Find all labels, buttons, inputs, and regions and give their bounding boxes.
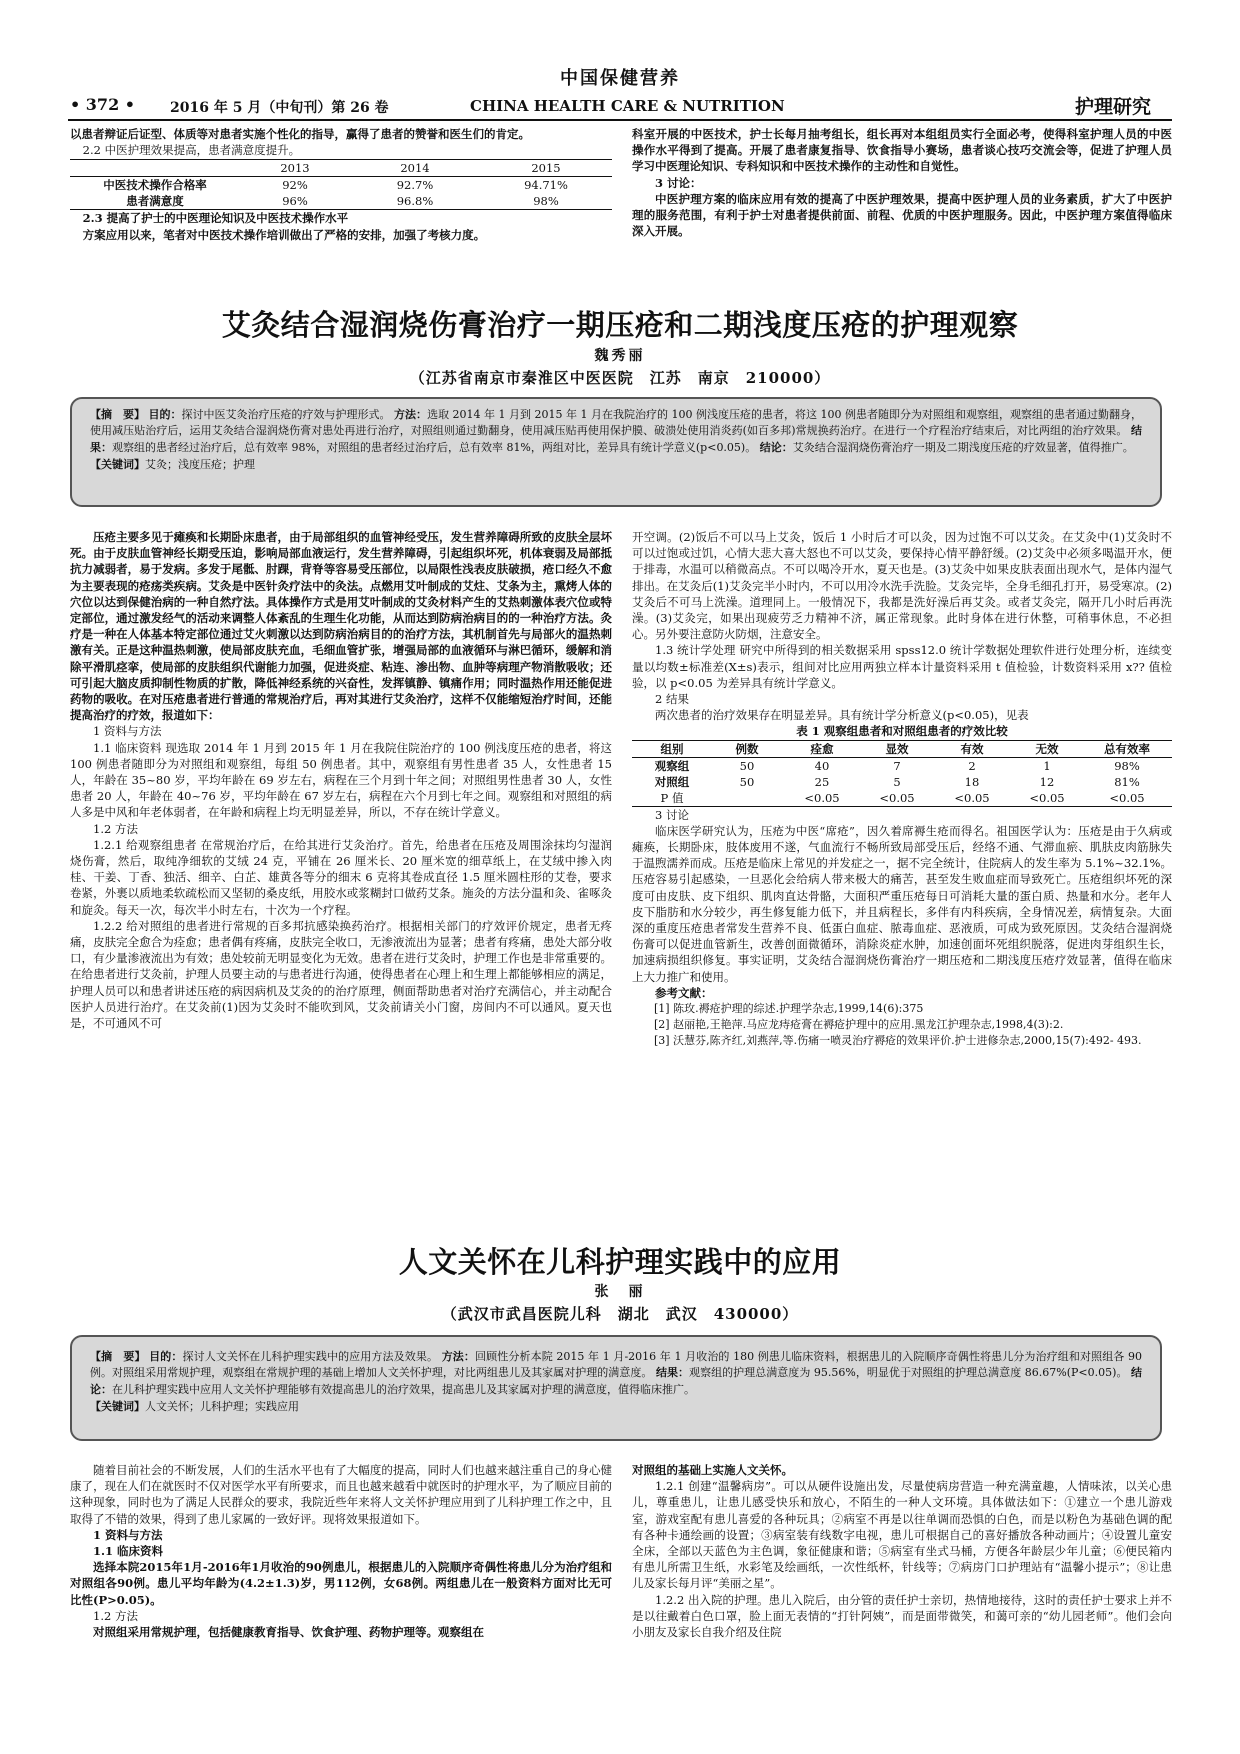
article1-results-table [632, 740, 1172, 807]
method-label: 方法： [394, 408, 428, 421]
table-cell: 5 [893, 774, 901, 789]
table-cell: 40 [814, 758, 830, 773]
prev-table-year: 2013 [280, 161, 310, 176]
article2-heading-1-2: 1.2 方法 [93, 1608, 138, 1623]
objective-label: 目的： [148, 408, 182, 421]
table-header: 痊愈 [810, 741, 834, 756]
prev-table-label: 中医技术操作合格率 [103, 178, 207, 193]
prev-table-cell: 96% [282, 194, 308, 209]
table-cell: 50 [739, 774, 755, 789]
table-cell: 1 [1043, 758, 1051, 773]
prev-heading-3: 3 讨论： [655, 175, 702, 190]
journal-title-cn: 中国保健营养 [560, 68, 680, 89]
result-text: 观察组的护理总满意度为 95.56%，明显优于对照组的护理总满意度 86.67%(P<0.05)。 [689, 1366, 1128, 1380]
table-row [632, 774, 1172, 790]
table-header: 有效 [960, 741, 984, 756]
conclusion-text: 艾灸结合湿润烧伤膏治疗一期及二期浅度压疮的疗效显著，值得推广。 [792, 440, 1134, 454]
table-cell: 观察组 [654, 758, 690, 773]
table-header: 组别 [660, 741, 684, 756]
method-text: 选取 2014 年 1 月到 2015 年 1 月在我院治疗的 100 例浅度压疮的患者，将这 100 例患者随即分为对照组和观察组，观察组的患者通过勤翻身，使用减压贴治疗后，运用艾灸结合湿润烧伤膏对患处再进行治疗，对照组则通过勤翻身，使用减压贴再使用保护膜、破溃处使用消炎药(如百多邦)常规换药治疗。在进行一个疗程治疗结束后，对比两组的治疗效果。 [90, 408, 1143, 438]
table-cell: 7 [893, 758, 901, 773]
reference-item: [3] 沃慧芬,陈齐红,刘燕萍,等.伤痛一喷灵治疗褥疮的效果评价.护士进修杂志,2000,15(7):492- 493. [654, 1034, 1142, 1048]
result-label: 结果： [90, 424, 1142, 454]
table-row [632, 757, 1172, 774]
prev-heading-2-2: 2.2 中医护理效果提高，患者满意度提升。 [82, 143, 301, 158]
references-label: 参考文献： [655, 985, 713, 1000]
article2-section-1-1: 选择本院2015年1月-2016年1月收治的90例患儿，根据患儿的入院顺序奇偶性将患儿分为治疗组和对照组各90例。患儿平均年龄为(4.2±1.3)岁，男112例，女68例。两组患儿在一般资料方面对比无可比性(P>0.05)。 [70, 1560, 612, 1607]
prev-table-year: 2014 [400, 161, 430, 176]
prev-table-cell: 94.71% [524, 178, 568, 193]
prev-table-cell: 92% [282, 178, 308, 193]
header-rule [68, 119, 1172, 121]
reference-item: [1] 陈玫.褥疮护理的综述.护理学杂志,1999,14(6):375 [654, 1002, 924, 1016]
result-label: 结果： [655, 1366, 690, 1380]
article1-heading-1: 1 资料与方法 [93, 724, 162, 739]
table-header: 显效 [885, 741, 909, 756]
table-cell: 2 [968, 758, 976, 773]
table-cell: 对照组 [654, 774, 690, 789]
article1-heading-3: 3 讨论 [655, 807, 689, 822]
result-text: 观察组的患者经过治疗后，总有效率 98%，对照组的患者经过治疗后，总有效率 81%，两组对比，差异具有统计学意义(p<0.05)。 [112, 440, 757, 454]
conclusion-label: 结论： [759, 440, 793, 454]
article2-left-column [70, 1462, 612, 1640]
article2-right-lead: 对照组的基础上实施人文关怀。 [632, 1463, 793, 1477]
prev-article-right [632, 126, 1172, 239]
table-cell: 25 [814, 774, 830, 789]
article1-abstract [90, 407, 1142, 456]
table-cell [712, 790, 782, 807]
table-cell: 81% [1114, 774, 1140, 789]
method-label: 方法： [441, 1350, 476, 1363]
table-header: 例数 [735, 741, 759, 756]
article1-affiliation: （江苏省南京市秦淮区中医医院 江苏 南京 210000） [409, 369, 831, 387]
table-cell: <0.05 [879, 790, 915, 805]
prev-table-cell: 92.7% [396, 178, 434, 193]
section-name: 护理研究 [1075, 96, 1152, 118]
article2-affiliation: （武汉市武昌医院儿科 湖北 武汉 430000） [441, 1305, 799, 1323]
method-text: 回顾性分析本院 2015 年 1 月-2016 年 1 月收治的 180 例患儿临床资料，根据患儿的入院顺序奇偶性将患儿分为治疗组和对照组各 90 例。对照组采用常规护理，观察组在常规护理的基础上增加人文关怀护理，对比两组患儿及其家属对护理的满意度。 [90, 1350, 1143, 1380]
table-header: 无效 [1035, 741, 1059, 756]
article1-title: 艾灸结合湿润烧伤膏治疗一期压疮和二期浅度压疮的护理观察 [221, 308, 1019, 342]
article1-section-1-2-2: 1.2.2 给对照组的患者进行常规的百多邦抗感染换药治疗。根据相关部门的疗效评价规定，患者无疼痛，皮肤完全愈合为痊愈；患者偶有疼痛，皮肤完全收口，无渗液流出为显著；患者有疼痛，患处大部分收口，有少量渗液流出为有效；患处较前无明显变化为无效。患者在进行艾灸时，护理工作也是非常重要的。在给患者进行艾灸前，护理人员要主动的与患者进行沟通，使得患者在心理上和生理上都能够相应的满足，护理人员可以和患者讲述压疮的病因病机及艾灸的的治疗原理，侧面帮助患者对治疗充满信心，并主动配合医护人员进行治疗。在艾灸前(1)因为艾灸时不能吹到风，艾灸前请关小门窗，房间内不可以通风。夏天也是，不可通风不可 [70, 918, 612, 1031]
prev-right-para1: 科室开展的中医技术，护士长每月抽考组长，组长再对本组组员实行全面必考，使得科室护理人员的中医操作水平得到了提高。开展了患者康复指导、饮食指导小赛场，患者谈心技巧交流会等，促进了护理人员学习中医理论知识、专科知识和中医技术操作的主动性和自觉性。 [632, 127, 1172, 174]
article2-section-1-2-2: 1.2.2 出入院的护理。患儿入院后，由分管的责任护士亲切，热情地接待，这时的责任护士要求上并不是以往戴着白色口罩，脸上面无表情的“打针阿姨”，而是面带微笑，和蔼可亲的“幼儿园老师”。他们会向小朋友及家长自我介绍及住院 [632, 1592, 1172, 1640]
table-cell: <0.05 [804, 790, 840, 805]
article1-left-column [70, 529, 612, 1031]
article2-title: 人文关怀在儿科护理实践中的应用 [398, 1245, 842, 1279]
article1-heading-2: 2 结果 [655, 692, 689, 707]
table-cell: <0.05 [1029, 790, 1065, 805]
table-cell: P 值 [660, 790, 684, 805]
abstract-label: 【摘 要】 [90, 408, 146, 421]
keywords-label: 【关键词】 [90, 1400, 145, 1414]
article1-heading-1-2: 1.2 方法 [93, 821, 138, 836]
prev-table-header [70, 160, 612, 177]
conclusion-label: 结论： [90, 1366, 1143, 1396]
article2-section-1-2: 对照组采用常规护理，包括健康教育指导、饮食护理、药物护理等。观察组在 [93, 1625, 484, 1640]
article1-right-column [632, 529, 1172, 1049]
keywords-text: 人文关怀；儿科护理；实践应用 [145, 1400, 299, 1414]
article1-section-3: 临床医学研究认为，压疮为中医“席疮”，因久着席褥生疮而得名。祖国医学认为：压疮是由于久病或瘫痪，长期卧床，肢体废用不遂，气血流行不畅所致局部受压后，经络不通、气滞血瘀、肌肤皮肉筋脉失于温煦濡养而成。压疮是临床上常见的并发症之一，据不完全统计，住院病人的发生率为 5.1%~32.1%。压疮容易引起感染，一旦恶化会给病人带来极大的痛苦，甚至发生败血症而导致死亡。压疮组织坏死的深度可由皮肤、皮下组织、肌肉直达骨骼，大面积严重压疮每日可消耗大量的蛋白质、热量和水分。老年人皮下脂肪和水分较少，再生修复能力低下，并且病程长，多伴有内科疾病，全身情况差，病情复杂。大面深的重度压疮患者常发生营养不良、低蛋白血症、脓毒血症、恶液质，可成为致死原因。艾灸结合湿润烧伤膏可以促进血管新生，改善创面微循环，消除炎症水肿，加速创面坏死组织脱落，促进肉芽组织生长，加速病损组织修复。事实证明，艾灸结合湿润烧伤膏治疗一期压疮和二期浅度压疮疗效显著，值得在临床上大力推广和使用。 [632, 823, 1172, 984]
keywords-text: 艾灸；浅度压疮；护理 [145, 458, 255, 472]
table-header-row [632, 740, 1172, 757]
article1-section-1-2-1: 1.2.1 给观察组患者 在常规治疗后，在给其进行艾灸治疗。首先，给患者在压疮及周围涂抹均匀湿润烧伤膏，然后，取纯净细软的艾绒 24 克，平铺在 26 厘米长、20 厘米宽的细草纸上，在艾绒中掺入肉桂、干姜、丁香、独活、细辛、白芷、雄黄各等分的细末 6 克将其卷成直径 1.5 厘米圆柱形的艾卷，要求卷紧，外裹以质地柔软疏松而又坚韧的桑皮纸，用胶水或浆糊封口做药艾条。施灸的方法分温和灸、雀啄灸和旋灸。每天一次，每次半小时左右，十次为一个疗程。 [70, 837, 612, 917]
references-list [632, 1001, 1172, 1049]
prev-right-para2: 中医护理方案的临床应用有效的提高了中医护理效果，提高中医护理人员的业务素质，扩大了中医护理的服务范围，有利于护士对患者提供前面、前程、优质的中医护理服务。因此，中医护理方案值得临床深入开展。 [632, 191, 1172, 239]
article2-abstract-box [70, 1335, 1162, 1441]
article1-table-caption: 表 1 观察组患者和对照组患者的疗效比较 [796, 724, 1008, 739]
article1-keywords [90, 457, 1142, 473]
article2-section-1-2-1: 1.2.1 创建“温馨病房”。可以从硬件设施出发，尽量使病房营造一种充满童趣，人情味浓，以关心患儿，尊重患儿，让患儿感受快乐和放心，不陌生的一种人文环境。具体做法如下：①建立一个患儿游戏室，游戏室配有患儿喜爱的各种玩具；②病室不再是以往单调而恐惧的白色，而是以粉色为基础色调的配有各种卡通绘画的设置；③病室装有线数字电视，患儿可根据自己的喜好播放各种动画片；④设置儿童安全床，全部以天蓝色为主色调，象征健康和谐；⑤病室有坐式马桶，方便各年龄层少年儿童；⑥便民箱内有患儿所需卫生纸，水彩笔及绘画纸，一次性纸杯，针线等；⑦病房门口护理站有“温馨小提示”；⑧让患儿及家长每月评“美丽之星”。 [632, 1479, 1172, 1591]
journal-title-en: CHINA HEALTH CARE & NUTRITION [470, 97, 785, 115]
article2-keywords [90, 1399, 1142, 1415]
article2-right-column [632, 1462, 1172, 1640]
table-cell: 18 [964, 774, 980, 789]
table-row [632, 790, 1172, 807]
conclusion-text: 在儿科护理实践中应用人文关怀护理能够有效提高患儿的治疗效果，提高患儿及其家属对护理的满意度，值得临床推广。 [112, 1382, 695, 1396]
article1-abstract-box [70, 397, 1162, 507]
article2-heading-1-1: 1.1 临床资料 [93, 1544, 164, 1559]
article1-author: 魏秀丽 [594, 348, 646, 364]
table-header: 总有效率 [1104, 741, 1150, 756]
prev-left-para2: 方案应用以来，笔者对中医技术操作培训做出了严格的安排，加强了考核力度。 [82, 227, 486, 242]
prev-table-cell: 96.8% [396, 194, 434, 209]
table-cell: <0.05 [954, 790, 990, 805]
objective-text: 探讨中医艾灸治疗压疮的疗效与护理形式。 [181, 408, 391, 421]
issue-date: 2016 年 5 月（中旬刊）第 26 卷 [170, 100, 389, 116]
prev-table-row [70, 193, 612, 210]
article1-section-1-3: 1.3 统计学处理 研究中所得到的相关数据采用 spss12.0 统计学数据处理软件进行处理分析，连续变量以均数±标准差(X±s)表示，组间对比应用两独立样本计量资料采用 t 值检验，计数资料采用 x?? 值检验，以 p<0.05 为差异具有统计学意义。 [632, 643, 1172, 690]
article2-abstract [90, 1349, 1142, 1398]
reference-item: [2] 赵丽艳,王艳萍.马应龙痔疮膏在褥疮护理中的应用.黑龙江护理杂志,1998,4(3):2. [654, 1018, 1064, 1032]
table-cell: 12 [1039, 774, 1055, 789]
page-number: • 372 • [70, 95, 135, 114]
article1-section-1-1: 1.1 临床资料 现选取 2014 年 1 月到 2015 年 1 月在我院住院治疗的 100 例浅度压疮的患者，将这 100 例患者随即分为对照组和观察组，每组 50 例患者。其中，观察组有男性患者 35 人，女性患者 15 人，年龄在 35~80 岁，平均年龄在 69 岁左右，病程在三个月到十年之间；对照组男性患者 30 人，女性患者 20 人，年龄在 40~76 岁，平均年龄在 67 岁左右，病程在六个月到七年之间。观察组和对照组的病人多是中风和年老体弱者，在年龄和病程上均无明显差异，所以，不存在统计学意义。 [70, 740, 612, 820]
article2-author: 张 丽 [594, 1284, 646, 1300]
prev-results-table [70, 159, 612, 210]
prev-article-left [70, 126, 612, 243]
table-cell: 98% [1114, 758, 1140, 773]
prev-left-para1: 以患者辩证后证型、体质等对患者实施个性化的指导，赢得了患者的赞誉和医生们的肯定。 [70, 127, 530, 141]
prev-table-row [70, 177, 612, 194]
objective-label: 目的： [149, 1350, 183, 1363]
article1-section-2: 两次患者的治疗效果存在明显差异。具有统计学分析意义(p<0.05)，见表 [655, 708, 1029, 723]
abstract-label: 【摘 要】 [90, 1350, 146, 1363]
objective-text: 探讨人文关怀在儿科护理实践中的应用方法及效果。 [182, 1350, 439, 1363]
prev-heading-2-3: 2.3 提高了护士的中医理论知识及中医技术操作水平 [82, 211, 349, 226]
prev-table-label: 患者满意度 [126, 194, 184, 209]
prev-table-cell: 98% [533, 194, 559, 209]
table-cell: 50 [739, 758, 755, 773]
keywords-label: 【关键词】 [90, 458, 145, 472]
article1-right-para1: 开空调。(2)饭后不可以马上艾灸，饭后 1 小时后才可以灸，因为过饱不可以艾灸。在艾灸中(1)艾灸时不可以过饱或过饥，心情大悲大喜大怒也不可以艾灸，要保持心情平静舒缓。(2)艾灸中必须多喝温开水，便于排毒，水温可以稍微高点。不可以喝冷开水，夏天也是。(3)艾灸中如果皮肤表面出现水气，是体内湿气排出。在艾灸后(1)艾灸完半小时内，不可以用冷水洗手洗脸。艾灸完毕，全身毛细孔打开，易受寒凉。(2)艾灸后不可马上洗澡。道理同上。一般情况下，我都是洗好澡后再艾灸。或者艾灸完，隔开几小时后再洗澡。(3)艾灸完，如果出现疲劳乏力精神不济，属正常现象。此时身体在进行休整，可稍事休息，不必担心。另外要注意防火防烟，注意安全。 [632, 530, 1172, 642]
article2-intro: 随着目前社会的不断发展，人们的生活水平也有了大幅度的提高，同时人们也越来越注重自己的身心健康了，现在人们在就医时不仅对医学水平有所要求，而且也越来越看中就医时的护理水平，为了顺应目前的这种现象，同时也为了满足人民群众的要求，我院近些年来将人文关怀护理应用到了儿科护理工作之中，且取得了不错的效果，得到了患儿家属的一致好评。现将效果报道如下。 [70, 1463, 612, 1526]
article1-intro: 压疮主要多见于瘫痪和长期卧床患者，由于局部组织的血管神经受压，发生营养障碍所致的皮肤全层坏死。由于皮肤血管神经长期受压迫，影响局部血液运行，发生营养障碍，引起组织坏死，机体衰弱及局部抵抗力减弱者，易于发病。多发于尾骶、肘踝，背脊等容易受压部位，以局限性浅表皮肤破损，疮口经久不愈为主要表现的疮疡类疾病。艾灸是中医针灸疗法中的灸法。点燃用艾叶制成的艾炷、艾条为主，熏烤人体的穴位以达到保健治病的一种自然疗法。具体操作方式是用艾叶制成的艾灸材料产生的艾热刺激体表穴位或特定部位，通过激发经气的活动来调整人体紊乱的生理生化功能，从而达到防病治病目的的一种治疗方法。灸疗是一种在人体基本特定部位通过艾火刺激以达到防病治病目的的治疗方法，其机制首先与局部火的温热刺激有关。正是这种温热刺激，使局部皮肤充血，毛细血管扩张，增强局部的血液循环与淋巴循环，缓解和消除平滑肌痉挛，使局部的皮肤组织代谢能力加强，促进炎症、粘连、渗出物、血肿等病理产物消散吸收；还可引起大脑皮质抑制性物质的扩散，降低神经系统的兴奋性，发挥镇静、镇痛作用；同时温热作用还能促进药物的吸收。在对压疮患者进行普通的常规治疗后，再对其进行艾灸治疗，这样不仅能缩短治疗时间，还能提高治疗的疗效，报道如下： [70, 530, 612, 723]
prev-table-year: 2015 [531, 161, 561, 176]
article2-heading-1: 1 资料与方法 [93, 1527, 163, 1542]
table-cell: <0.05 [1109, 790, 1145, 805]
